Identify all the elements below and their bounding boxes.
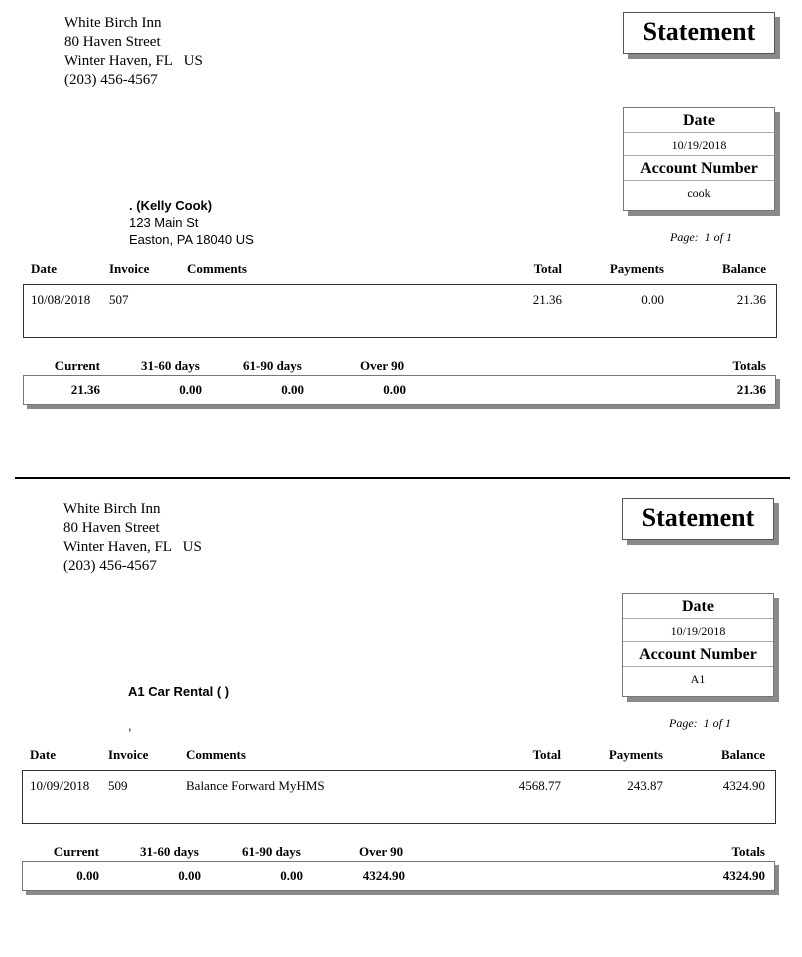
statement-info-box [622, 593, 774, 697]
row-comments: Balance Forward MyHMS [186, 778, 325, 793]
aging-31-60: 0.00 [179, 382, 202, 397]
recipient-line1 [128, 700, 229, 717]
sender-address [64, 14, 203, 90]
col-header-invoice: Invoice [109, 261, 150, 276]
row-balance: 4324.90 [722, 778, 765, 793]
aging-current: 21.36 [70, 382, 100, 397]
statement-info-box [623, 107, 775, 211]
col-header-date: Date [31, 261, 57, 276]
col-header-payments: Payments [609, 261, 664, 276]
account-number-label: Account Number [623, 641, 773, 666]
date-label: Date [682, 598, 714, 615]
col-header-total: Total [533, 261, 562, 276]
aging-over-90: 4324.90 [362, 868, 405, 883]
row-payments: 0.00 [641, 292, 664, 307]
statement-2 [0, 486, 802, 926]
sender-phone: (203) 456-4567 [64, 72, 158, 88]
aging-header-totals: Totals [732, 358, 766, 373]
recipient-address [129, 197, 254, 248]
aging-31-60: 0.00 [178, 868, 201, 883]
row-payments: 243.87 [627, 778, 663, 793]
row-balance: 21.36 [736, 292, 766, 307]
sender-name: White Birch Inn [63, 501, 161, 517]
recipient-line2: , [128, 718, 132, 733]
recipient-line2: Easton, PA 18040 US [129, 232, 254, 247]
sender-city: Winter Haven, FL US [64, 53, 203, 69]
statement-date: 10/19/2018 [624, 132, 774, 155]
sender-city: Winter Haven, FL US [63, 539, 202, 555]
col-header-date: Date [30, 747, 56, 762]
aging-header-61-90: 61-90 days [242, 844, 301, 859]
row-date: 10/09/2018 [30, 778, 90, 793]
row-date: 10/08/2018 [31, 292, 91, 307]
aging-header-31-60: 31-60 days [141, 358, 200, 373]
recipient-address [128, 683, 229, 734]
aging-header-totals: Totals [731, 844, 765, 859]
col-header-invoice: Invoice [108, 747, 149, 762]
row-invoice: 509 [108, 778, 128, 793]
col-header-comments: Comments [187, 261, 247, 276]
row-invoice: 507 [109, 292, 129, 307]
aging-totals: 4324.90 [722, 868, 765, 883]
col-header-balance: Balance [721, 261, 766, 276]
recipient-line1: 123 Main St [129, 215, 199, 230]
aging-header-current: Current [54, 358, 100, 373]
col-header-comments: Comments [186, 747, 246, 762]
col-header-payments: Payments [608, 747, 663, 762]
sender-street: 80 Haven Street [64, 34, 161, 50]
aging-header-61-90: 61-90 days [243, 358, 302, 373]
sender-name: White Birch Inn [64, 15, 162, 31]
account-number: cook [624, 180, 774, 203]
row-total: 4568.77 [518, 778, 561, 793]
page-number: Page: 1 of 1 [670, 230, 732, 244]
col-header-total: Total [532, 747, 561, 762]
aging-totals: 21.36 [736, 382, 766, 397]
statement-title: Statement [623, 12, 775, 54]
sender-street: 80 Haven Street [63, 520, 160, 536]
page-number: Page: 1 of 1 [669, 716, 731, 730]
aging-header-over-90: Over 90 [359, 844, 404, 859]
sender-phone: (203) 456-4567 [63, 558, 157, 574]
account-number-label: Account Number [624, 155, 774, 180]
statement-title: Statement [622, 498, 774, 540]
aging-header-over-90: Over 90 [360, 358, 405, 373]
date-label: Date [683, 112, 715, 129]
page-divider [15, 477, 790, 479]
statement-1 [0, 0, 802, 440]
aging-header-31-60: 31-60 days [140, 844, 199, 859]
sender-address [63, 500, 202, 576]
aging-over-90: 0.00 [383, 382, 406, 397]
aging-61-90: 0.00 [280, 868, 303, 883]
aging-header-current: Current [53, 844, 99, 859]
row-total: 21.36 [532, 292, 562, 307]
recipient-name: . (Kelly Cook) [129, 198, 213, 213]
recipient-name: A1 Car Rental ( ) [128, 684, 230, 699]
statement-date: 10/19/2018 [623, 618, 773, 641]
account-number: A1 [623, 666, 773, 689]
aging-current: 0.00 [76, 868, 99, 883]
col-header-balance: Balance [720, 747, 765, 762]
aging-61-90: 0.00 [281, 382, 304, 397]
